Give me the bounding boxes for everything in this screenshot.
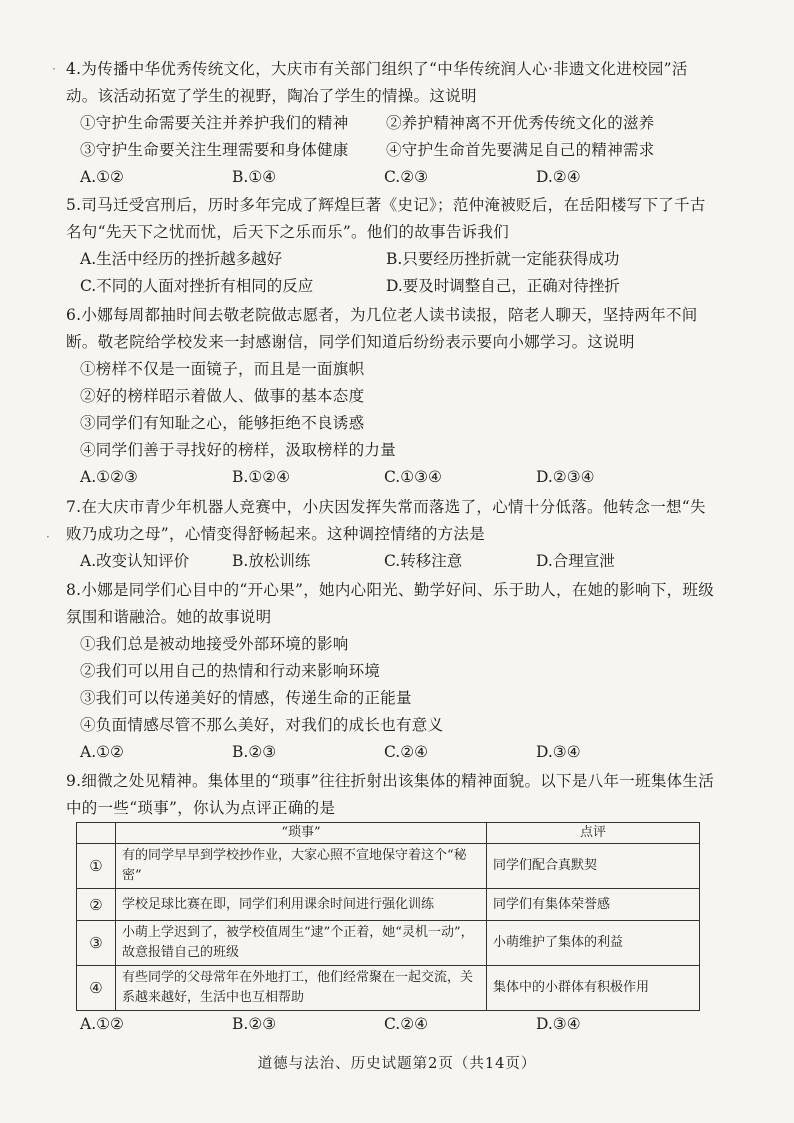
page-footer: 道德与法治、历史试题第2页（共14页） bbox=[257, 1056, 537, 1072]
statement: ③我们可以传递美好的情感，传递生命的正能量 bbox=[80, 689, 412, 707]
row-number: ④ bbox=[77, 966, 116, 1011]
row-number: ① bbox=[77, 844, 116, 889]
option-c: C.①③④ bbox=[384, 468, 442, 486]
option-a: A.①②③ bbox=[80, 468, 138, 486]
option-d: D.合理宣泄 bbox=[536, 552, 615, 570]
option-c: C.不同的人面对挫折有相同的反应 bbox=[80, 277, 314, 295]
option-b: B.②③ bbox=[232, 1015, 277, 1033]
option-b: B.①②④ bbox=[232, 468, 291, 486]
table-row bbox=[77, 889, 700, 921]
option-c: C.转移注意 bbox=[384, 552, 463, 570]
option-a: A.①② bbox=[80, 168, 124, 186]
table-header-row bbox=[77, 823, 700, 844]
question-stem: 4.为传播中华优秀传统文化，大庆市有关部门组织了“中华传统润人心·非遗文化进校园”活动。该活动拓宽了学生的视野，陶冶了学生的情操。这说明 bbox=[66, 60, 688, 105]
statement: ②我们可以用自己的热情和行动来影响环境 bbox=[80, 662, 381, 680]
row-number: ③ bbox=[77, 921, 116, 966]
event-cell: 小萌上学迟到了，被学校值周生“逮”个正着，她“灵机一动”，故意报错自己的班级 bbox=[116, 921, 487, 966]
option-c: C.②③ bbox=[384, 168, 429, 186]
question-stem: 9.细微之处见精神。集体里的“琐事”往往折射出该集体的精神面貌。以下是八年一班集体生活中的一些“琐事”，你认为点评正确的是 bbox=[66, 772, 715, 817]
question-stem: 5.司马迁受宫刑后，历时多年完成了辉煌巨著《史记》；范仲淹被贬后，在岳阳楼写下了千古名句“先天下之忧而忧，后天下之乐而乐”。他们的故事告诉我们 bbox=[66, 196, 706, 241]
question-stem: 7.在大庆市青少年机器人竞赛中，小庆因发挥失常而落选了，心情十分低落。他转念一想“失败乃成功之母”，心情变得舒畅起来。这种调控情绪的方法是 bbox=[66, 498, 706, 543]
table-header-event: “琐事” bbox=[116, 823, 487, 844]
event-cell: 有些同学的父母常年在外地打工，他们经常聚在一起交流，关系越来越好，生活中也互相帮助 bbox=[116, 966, 487, 1011]
margin-mark: · bbox=[46, 530, 50, 544]
events-table bbox=[76, 822, 700, 1011]
question-6 bbox=[66, 302, 716, 491]
option-c: C.②④ bbox=[384, 1015, 429, 1033]
event-cell: 学校足球比赛在即，同学们利用课余时间进行强化训练 bbox=[116, 889, 487, 921]
question-8 bbox=[66, 577, 716, 766]
table-row bbox=[77, 844, 700, 889]
option-a: A.生活中经历的挫折越多越好 bbox=[80, 250, 283, 268]
statement: ②养护精神离不开优秀传统文化的滋养 bbox=[386, 114, 655, 132]
option-b: B.放松训练 bbox=[232, 552, 311, 570]
question-5 bbox=[66, 192, 716, 300]
statement: ②好的榜样昭示着做人、做事的基本态度 bbox=[80, 387, 365, 405]
table-row bbox=[77, 966, 700, 1011]
comment-cell: 小萌维护了集体的利益 bbox=[487, 921, 700, 966]
question-stem: 6.小娜每周都抽时间去敬老院做志愿者，为几位老人读书读报，陪老人聊天，坚持两年不间断。敬老院给学校发来一封感谢信，同学们知道后纷纷表示要向小娜学习。这说明 bbox=[66, 306, 698, 351]
question-7 bbox=[66, 494, 716, 575]
option-a: A.①② bbox=[80, 743, 124, 761]
table-header-comment: 点评 bbox=[487, 823, 700, 844]
option-b: B.只要经历挫折就一定能获得成功 bbox=[386, 250, 620, 268]
question-9 bbox=[66, 768, 716, 822]
table-row bbox=[77, 921, 700, 966]
margin-mark: · bbox=[52, 62, 56, 76]
event-cell: 有的同学早早到学校抄作业，大家心照不宣地保守着这个“秘密” bbox=[116, 844, 487, 889]
statement: ①榜样不仅是一面镜子，而且是一面旗帜 bbox=[80, 360, 365, 378]
option-d: D.要及时调整自己，正确对待挫折 bbox=[386, 277, 620, 295]
option-c: C.②④ bbox=[384, 743, 429, 761]
statement: ④同学们善于寻找好的榜样，汲取榜样的力量 bbox=[80, 441, 397, 459]
statement: ④守护生命首先要满足自己的精神需求 bbox=[386, 141, 655, 159]
comment-cell: 同学们配合真默契 bbox=[487, 844, 700, 889]
row-number: ② bbox=[77, 889, 116, 921]
question-stem: 8.小娜是同学们心目中的“开心果”，她内心阳光、勤学好问、乐于助人，在她的影响下，班级氛围和谐融洽。她的故事说明 bbox=[66, 581, 715, 626]
option-d: D.③④ bbox=[536, 1015, 581, 1033]
statement: ③同学们有知耻之心，能够拒绝不良诱惑 bbox=[80, 414, 365, 432]
comment-cell: 集体中的小群体有积极作用 bbox=[487, 966, 700, 1011]
option-d: D.②④ bbox=[536, 168, 581, 186]
option-a: A.改变认知评价 bbox=[80, 552, 190, 570]
table-header-cell bbox=[77, 823, 116, 844]
statement: ④负面情感尽管不那么美好，对我们的成长也有意义 bbox=[80, 716, 444, 734]
statement: ①我们总是被动地接受外部环境的影响 bbox=[80, 635, 349, 653]
question-9-options bbox=[66, 1011, 716, 1038]
comment-cell: 同学们有集体荣誉感 bbox=[487, 889, 700, 921]
statement: ③守护生命要关注生理需要和身体健康 bbox=[80, 141, 349, 159]
option-b: B.①④ bbox=[232, 168, 277, 186]
option-d: D.③④ bbox=[536, 743, 581, 761]
option-b: B.②③ bbox=[232, 743, 277, 761]
statement: ①守护生命需要关注并养护我们的精神 bbox=[80, 114, 349, 132]
question-4 bbox=[66, 56, 716, 191]
option-a: A.①② bbox=[80, 1015, 124, 1033]
option-d: D.②③④ bbox=[536, 468, 595, 486]
